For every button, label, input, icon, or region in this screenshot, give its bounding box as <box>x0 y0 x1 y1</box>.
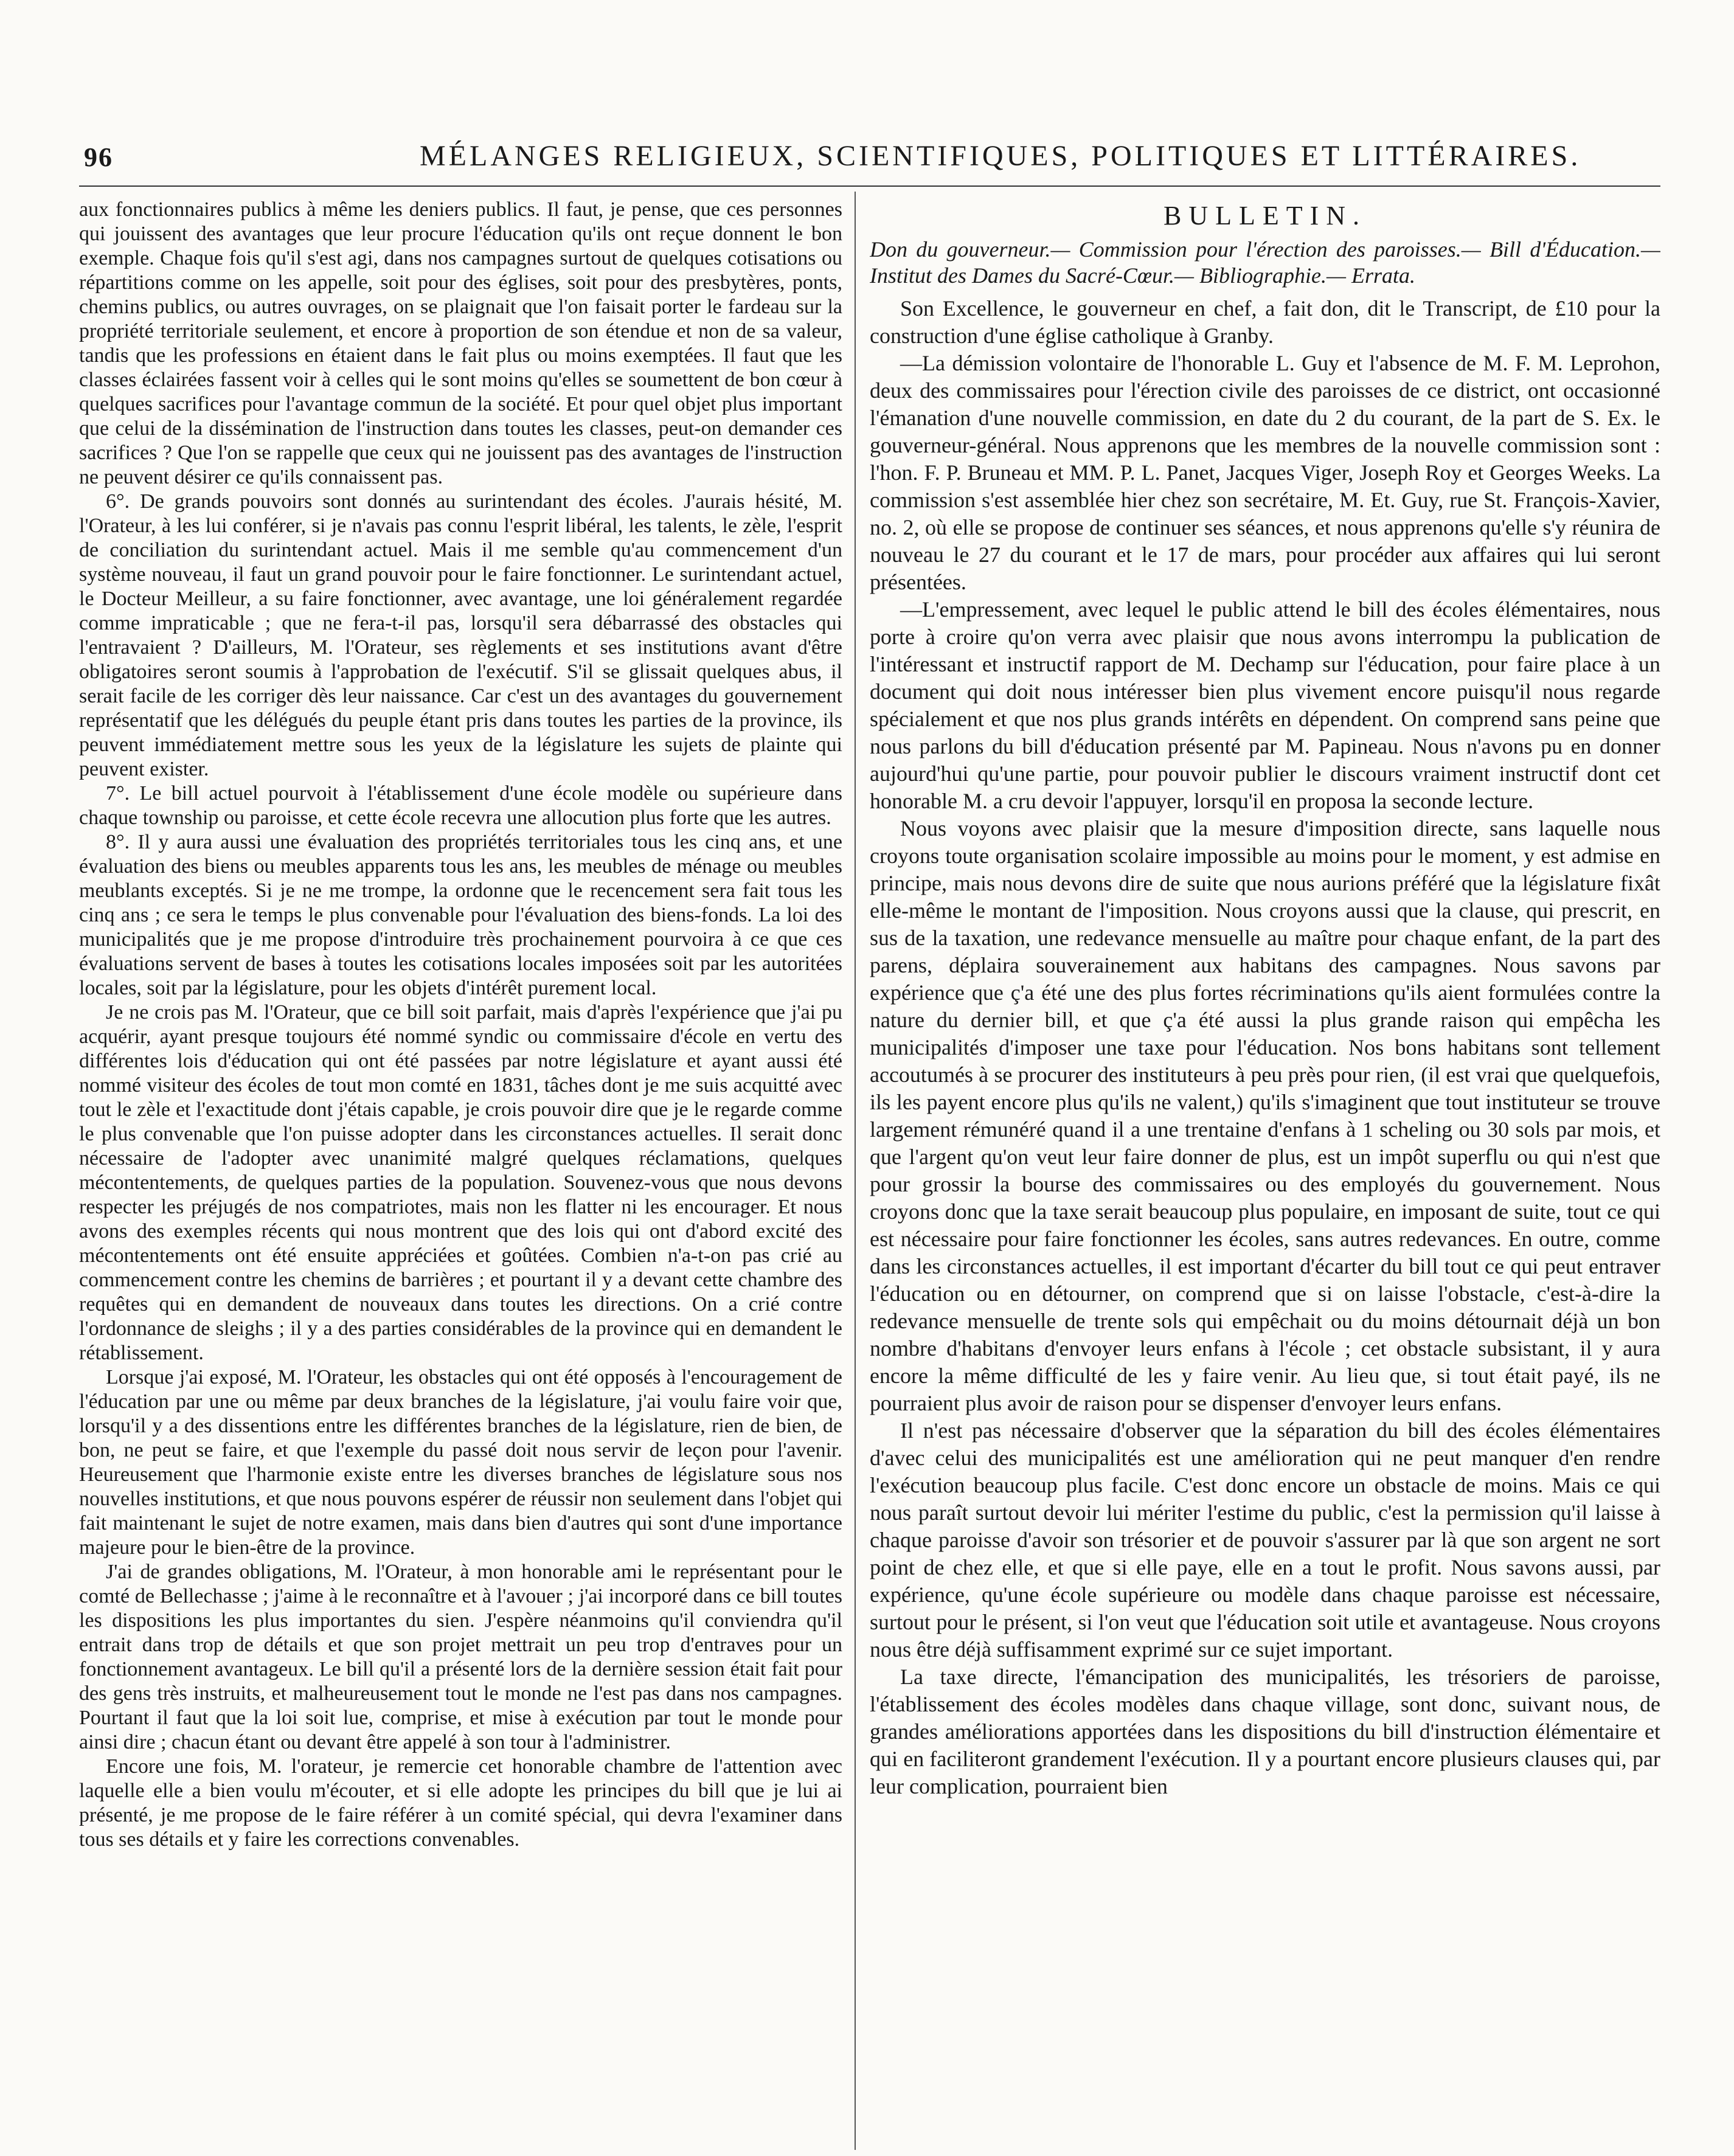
paragraph: La taxe directe, l'émancipation des municipalités, les trésoriers de paroisse, l'établissement des écoles modèles dans chaque village, sont donc, suivant nous, de grandes améliorations apportées dans les dispositions du bill d'instruction élémentaire et qui en faciliteront grandement l'exécution. Il y a pourtant encore plusieurs clauses qui, par leur complication, pourraient bien <box>870 1665 1660 1798</box>
paragraph: Je ne crois pas M. l'Orateur, que ce bill soit parfait, mais d'après l'expérience que j'ai pu acquérir, ayant presque toujours été nommé syndic ou commissaire d'école en vertu des différentes lois d'éducation qui ont été passées par notre législature et ayant aussi été nommé visiteur des écoles de tout mon comté en 1831, tâches dont je me suis acquitté avec tout le zèle et l'exactitude dont j'étais capable, je crois pouvoir dire que je le regarde comme le plus convenable que l'on puisse adopter dans les circonstances actuelles. Il serait donc nécessaire de l'adopter avec unanimité malgré quelques réclamations, quelques mécontentements, de quelques parties de la population. Souvenez-vous que nous devons respecter les préjugés de nos compatriotes, mais non les flatter ni les encourager. Et nous avons des exemples récents qui nous montrent que des lois qui ont d'abord excité des mécontentements ont été ensuite appréciées et goûtées. Combien n'a-t-on pas crié au commencement contre les chemins de barrières ; et pourtant il y a devant cette chambre des requêtes qui en demandent de nouveaux dans toutes les directions. On a crié contre l'ordonnance de sleighs ; il y a des parties considérables de la province qui en demandent le rétablissement. <box>79 1001 842 1364</box>
right-column <box>870 198 1660 2147</box>
paragraph: Encore une fois, M. l'orateur, je remercie cet honorable chambre de l'attention avec laquelle elle a bien voulu m'écouter, et si elle adopte les principes du bill que je lui ai présenté, je me propose de le faire référer à un comité spécial, qui devra l'examiner dans tous ses détails et y faire les corrections convenables. <box>79 1755 842 1851</box>
page-number: 96 <box>84 142 113 172</box>
paragraph: Il n'est pas nécessaire d'observer que la séparation du bill des écoles élémentaires d'avec celui des municipalités est une amélioration qui ne peut manquer d'en rendre l'exécution beaucoup plus facile. C'est donc encore un obstacle de moins. Mais ce qui nous paraît surtout devoir lui mériter l'estime du public, c'est la permission qu'il laisse à chaque paroisse d'avoir son trésorier et de pouvoir s'assurer par là que son argent ne sort point de chez elle, et que si elle paye, elle en a tout le profit. Nous savons aussi, par expérience, qu'une école supérieure ou modèle dans chaque paroisse est nécessaire, surtout pour le présent, si l'on veut que l'éducation soit utile et avantageuse. Nous croyons nous être déjà suffisamment exprimé sur ce sujet important. <box>870 1418 1660 1662</box>
paragraph: —L'empressement, avec lequel le public attend le bill des écoles élémentaires, nous porte à croire qu'on verra avec plaisir que nous avons interrompu la publication de l'intéressant et instructif rapport de M. Dechamp sur l'éducation, pour faire place à un document qui doit nous intéresser bien plus vivement encore puisqu'il nous regarde spécialement et que nos plus grands intérêts en dépendent. On comprend sans peine que nous parlons du bill d'éducation présenté par M. Papineau. Nous n'avons pu en donner aujourd'hui qu'une partie, pour pouvoir publier le discours vraiment instructif dont cet honorable M. a cru devoir l'appuyer, lorsqu'il en proposa la seconde lecture. <box>870 597 1660 813</box>
paragraph: —La démission volontaire de l'honorable L. Guy et l'absence de M. F. M. Leprohon, deux des commissaires pour l'érection civile des paroisses de ce district, ont occasionné l'émanation d'une nouvelle commission, en date du 2 du courant, de la part de S. Ex. le gouverneur-général. Nous apprenons que les membres de la nouvelle commission sont : l'hon. F. P. Bruneau et MM. P. L. Panet, Jacques Viger, Joseph Roy et Georges Weeks. La commission s'est assemblée hier chez son secrétaire, M. Et. Guy, rue St. François-Xavier, no. 2, où elle se propose de continuer ses séances, et nous apprenons qu'elle s'y réunira de nouveau le 27 du courant et le 17 de mars, pour procéder aux affaires qui lui seront présentées. <box>870 351 1660 594</box>
page-header <box>79 131 1660 187</box>
paragraph: J'ai de grandes obligations, M. l'Orateur, à mon honorable ami le représentant pour le comté de Bellechasse ; j'aime à le reconnaître et à l'avouer ; j'ai incorporé dans ce bill toutes les dispositions les plus importantes du sien. J'espère néanmoins qu'il conviendra qu'il entrait dans trop de détails et que son projet mettrait un peu trop d'entraves pour un fonctionnement avantageux. Le bill qu'il a présenté lors de la dernière session était fait pour des gens très instruits, et malheureusement tout le monde ne l'est pas dans nos campagnes. Pourtant il faut que la loi soit lue, comprise, et mise à exécution par tout le monde pour ainsi dire ; chacun étant ou devant être appelé à son tour à l'administrer. <box>79 1561 842 1753</box>
paragraph: 8°. Il y aura aussi une évaluation des propriétés territoriales tous les cinq ans, et une évaluation des biens ou meubles apparents tous les ans, les meubles de ménage ou meubles meublants exceptés. Si je ne me trompe, la ordonne que le recencement sera fait tous les cinq ans ; ce sera le temps le plus convenable pour l'évaluation des biens-fonds. La loi des municipalités que je me propose d'introduire très prochainement pourvoira à ce que ces évaluations servent de bases à toutes les cotisations locales imposées soit par les autoritées locales, soit par la législature, pour les objets d'intérêt purement local. <box>79 831 842 999</box>
left-column <box>79 198 842 2147</box>
bulletin-contents: Don du gouverneur.— Commission pour l'érection des paroisses.— Bill d'Éducation.— Institut des Dames du Sacré-Cœur.— Bibliographie.— Errata. <box>870 237 1660 288</box>
paragraph: Nous voyons avec plaisir que la mesure d'imposition directe, sans laquelle nous croyons toute organisation scolaire impossible au moins pour le moment, y est admise en principe, mais nous devons dire de suite que nous aurions préféré que la législature fixât elle-même le montant de l'imposition. Nous croyons aussi que la clause, qui prescrit, en sus de la taxation, une redevance mensuelle au maître pour chaque enfant, de la part des parens, déplaira souverainement aux habitans des campagnes. Nous savons par expérience que ç'a été une des plus fortes récriminations qu'ils aient formulées contre la nature du dernier bill, et que ç'a été aussi la plus grande raison qui empêcha les municipalités d'imposer une taxe pour l'éducation. Nos bons habitans sont tellement accoutumés à se procurer des instituteurs à peu près pour rien, (il est vrai que quelquefois, ils les payent encore plus qu'ils ne valent,) qu'ils s'imaginent que tout instituteur se trouve largement rémunéré quand il a une trentaine d'enfans à 1 scheling ou 30 sols par mois, et que l'argent qu'on veut leur faire donner de plus, est un impôt superflu ou qui n'est que pour grossir la bourse des commissaires ou des employés du gouvernement. Nous croyons donc que la taxe serait beaucoup plus populaire, en imposant de suite, tout ce qui est nécessaire pour faire fonctionner les écoles, sans autres redevances. En outre, comme dans les circonstances actuelles, il est important d'écarter du bill tout ce qui peut entraver l'éducation ou en détourner, on comprend que si on laisse l'obstacle, c'est-à-dire la redevance mensuelle de trente sols qui empêchait ou du moins détournait déjà un bon nombre d'habitans d'envoyer leurs enfans à l'école ; cet obstacle subsistant, il y aura encore la même difficulté de les y faire venir. Au lieu que, si tout était payé, ils ne pourraient plus avoir de raison pour se dispenser d'envoyer leurs enfans. <box>870 816 1660 1415</box>
paragraph: Son Excellence, le gouverneur en chef, a fait don, dit le Transcript, de £10 pour la construction d'une église catholique à Granby. <box>870 296 1660 348</box>
paragraph: aux fonctionnaires publics à même les deniers publics. Il faut, je pense, que ces personnes qui jouissent des avantages que leur procure l'éducation qu'ils ont reçue donnent le bon exemple. Chaque fois qu'il s'est agi, dans nos campagnes surtout de quelques cotisations ou répartitions comme on les appelle, soit pour des églises, soit pour des presbytères, ponts, chemins publics, ou autres ouvrages, on se plaignait que l'on faisait porter le fardeau sur la propriété territoriale seulement, et encore à proportion de son étendue et non de sa valeur, tandis que les professions en étaient dans le fait plus ou moins exemptées. Il faut que les classes éclairées fassent voir à celles qui le sont moins qu'elles se soumettent de bon cœur à quelques sacrifices pour l'avantage commun de la société. Et pour quel objet plus important que celui de la dissémination de l'instruction dans toutes les classes, peut-on demander ces sacrifices ? Que l'on se rappelle que ceux qui ne jouissent pas des avantages de l'instruction ne peuvent désirer ce qu'ils connaissent pas. <box>79 198 842 488</box>
running-title: MÉLANGES RELIGIEUX, SCIENTIFIQUES, POLITIQUES ET LITTÉRAIRES. <box>420 140 1581 172</box>
bulletin-title: BULLETIN. <box>1163 201 1367 231</box>
paragraph: 7°. Le bill actuel pourvoit à l'établissement d'une école modèle ou supérieure dans chaque township ou paroisse, et cette école recevra une allocution plus forte que les autres. <box>79 782 842 829</box>
column-divider <box>855 192 856 2150</box>
paragraph: Lorsque j'ai exposé, M. l'Orateur, les obstacles qui ont été opposés à l'encouragement de l'éducation par une ou même par deux branches de la législature, j'ai voulu faire voir que, lorsqu'il y a des dissentions entre les différentes branches de la législature, rien de bien, de bon, ne peut se faire, et que l'exemple du passé doit nous servir de leçon pour l'avenir. Heureusement que l'harmonie existe entre les diverses branches de législature sous nos nouvelles institutions, et que nous pouvons espérer de réussir non seulement dans l'objet qui fait maintenant le sujet de notre examen, mais dans bien d'autres qui sont d'une importance majeure pour le bien-être de la province. <box>79 1366 842 1559</box>
paragraph: 6°. De grands pouvoirs sont donnés au surintendant des écoles. J'aurais hésité, M. l'Orateur, à les lui conférer, si je n'avais pas connu l'esprit libéral, les talents, le zèle, l'esprit de conciliation du surintendant actuel. Mais il me semble qu'au commencement d'un système nouveau, il faut un grand pouvoir pour le faire fonctionner. Le surintendant actuel, le Docteur Meilleur, a su faire fonctionner, avec avantage, une loi généralement regardée comme impraticable ; que ne fera-t-il pas, lorsqu'il sera débarrassé des obstacles qui l'entravaient ? D'ailleurs, M. l'Orateur, ses règlements et ses institutions avant d'être obligatoires seront soumis à l'approbation de l'exécutif. S'il se glissait quelques abus, il serait facile de les corriger dès leur naissance. Car c'est un des avantages du gouvernement représentatif que les délégués du peuple étant pris dans toutes les parties de la province, ils peuvent immédiatement mettre sous les yeux de la législature les sujets de plainte qui peuvent exister. <box>79 490 842 780</box>
